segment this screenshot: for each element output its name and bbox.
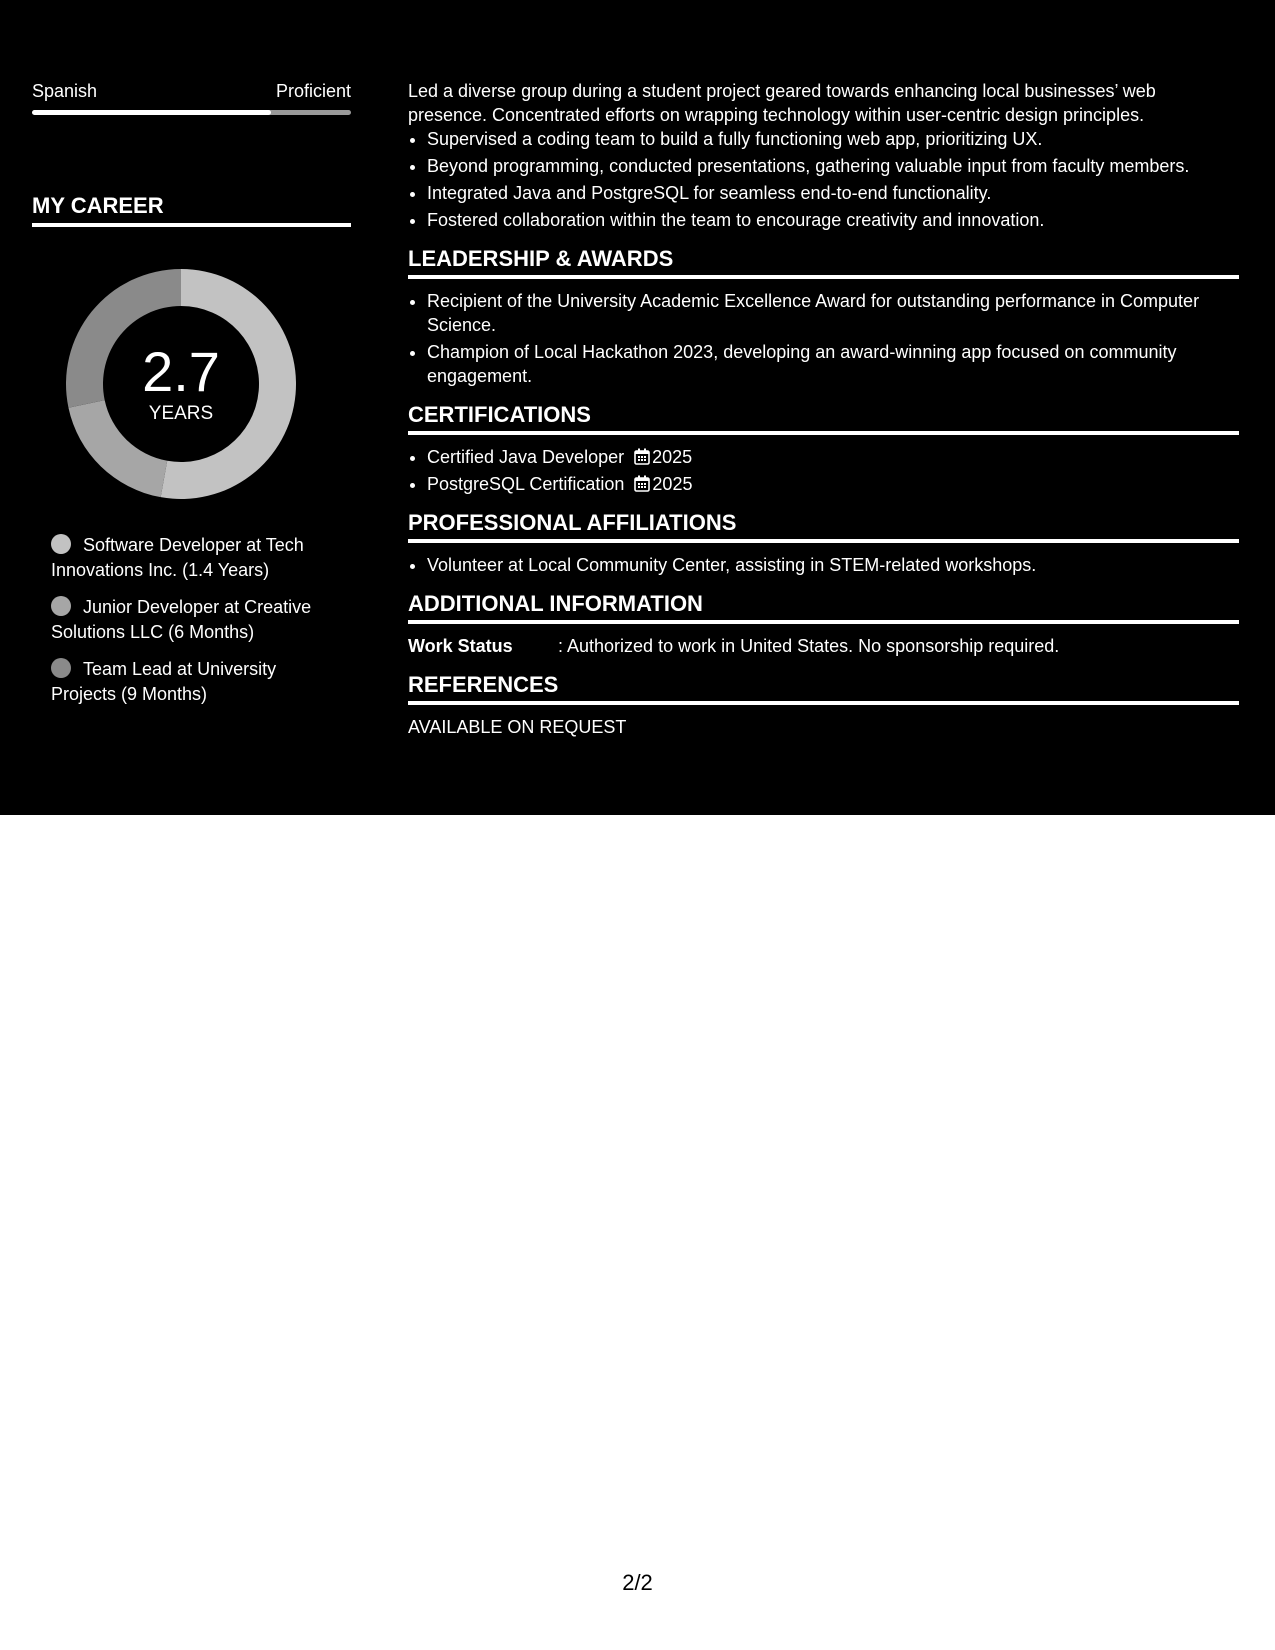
- list-item: [427, 472, 1239, 496]
- legend-dot-icon: [51, 596, 71, 616]
- legend-dot-icon: [51, 658, 71, 678]
- list-item: • Beyond programming, conducted presentations, gathering valuable input from faculty members.: [427, 154, 1239, 178]
- certification-year: 2025: [652, 447, 693, 467]
- references-heading: REFERENCES: [408, 672, 1239, 705]
- language-row: [32, 80, 351, 102]
- language-level-bar: [32, 110, 351, 115]
- project-description: Led a diverse group during a student project geared towards enhancing local businesses’ web presence. Concentrated efforts on wrapping technology within user-centric design principles.: [408, 81, 1156, 125]
- certification-name: PostgreSQL Certification: [427, 474, 625, 494]
- legend-dot-icon: [51, 534, 71, 554]
- language-level-fill: [32, 110, 271, 115]
- donut-center: [66, 269, 296, 499]
- calendar-icon: [634, 448, 650, 465]
- career-total-unit: YEARS: [148, 403, 214, 424]
- career-total-value: 2.7: [142, 340, 220, 403]
- career-legend-label: Team Lead at University Projects (9 Months): [51, 659, 277, 704]
- work-status-label: Work Status: [408, 636, 513, 656]
- calendar-icon: [634, 475, 650, 492]
- list-item: • Fostered collaboration within the team to encourage creativity and innovation.: [427, 208, 1239, 232]
- additional-info-heading: ADDITIONAL INFORMATION: [408, 591, 1239, 624]
- language-name: Spanish: [32, 81, 98, 101]
- career-donut-chart: [66, 269, 296, 499]
- references-text: AVAILABLE ON REQUEST: [408, 717, 627, 737]
- list-item: • Supervised a coding team to build a fully functioning web app, prioritizing UX.: [427, 127, 1239, 151]
- work-status-row: [408, 634, 1239, 658]
- leadership-heading: LEADERSHIP & AWARDS: [408, 246, 1239, 279]
- career-heading: MY CAREER: [32, 193, 351, 227]
- sidebar: [32, 80, 351, 719]
- certifications-heading: CERTIFICATIONS: [408, 402, 1239, 435]
- career-legend-item: [51, 533, 341, 583]
- main-column: [408, 79, 1239, 739]
- certification-name: Certified Java Developer: [427, 447, 625, 467]
- affiliations-list: [408, 553, 1239, 577]
- language-level: Proficient: [275, 81, 351, 101]
- project-bullets: [408, 127, 1239, 232]
- list-item: • Champion of Local Hackathon 2023, developing an award-winning app focused on community engagement.: [427, 340, 1239, 388]
- career-legend-item: [51, 595, 341, 645]
- certification-year: 2025: [652, 474, 693, 494]
- list-item: • Recipient of the University Academic Excellence Award for outstanding performance in Computer Science.: [427, 289, 1239, 337]
- career-legend-label: Software Developer at Tech Innovations Inc. (1.4 Years): [51, 535, 304, 580]
- career-legend-label: Junior Developer at Creative Solutions LLC (6 Months): [51, 597, 312, 642]
- certifications-list: [408, 445, 1239, 496]
- leadership-list: [408, 289, 1239, 388]
- affiliations-heading: PROFESSIONAL AFFILIATIONS: [408, 510, 1239, 543]
- list-item: • Integrated Java and PostgreSQL for seamless end-to-end functionality.: [427, 181, 1239, 205]
- career-legend-item: [51, 657, 341, 707]
- page-number: 2/2: [622, 1570, 653, 1595]
- list-item: • Volunteer at Local Community Center, assisting in STEM-related workshops.: [427, 553, 1239, 577]
- list-item: [427, 445, 1239, 469]
- career-legend: [32, 533, 351, 707]
- work-status-value: : Authorized to work in United States. No sponsorship required.: [558, 636, 1060, 656]
